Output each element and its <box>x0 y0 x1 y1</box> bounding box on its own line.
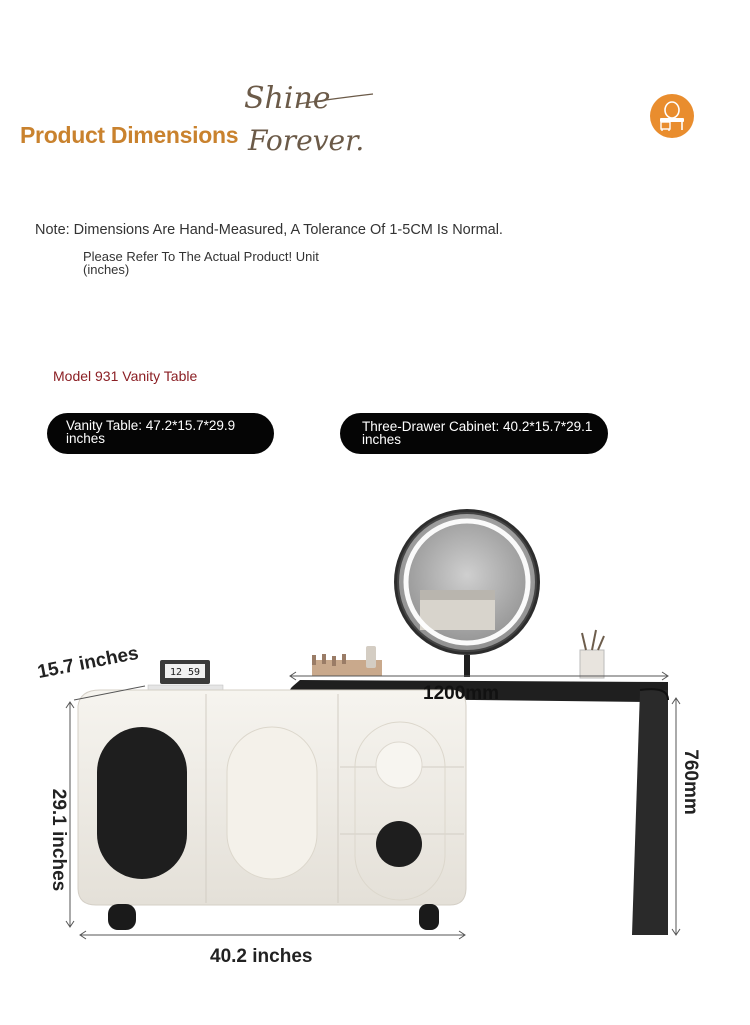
cabinet-height-label: 29.1 inches <box>48 788 69 892</box>
cabinet-depth-label: 15.7 inches <box>35 642 141 684</box>
model-name: Model 931 Vanity Table <box>53 368 198 384</box>
cabinet-dimensions-pill: Three-Drawer Cabinet: 40.2*15.7*29.1 inches <box>340 413 608 454</box>
unit-note: Please Refer To The Actual Product! Unit (inches) <box>83 249 319 277</box>
tolerance-note: Note: Dimensions Are Hand-Measured, A Tolerance Of 1-5CM Is Normal. <box>35 222 503 238</box>
table-height-label: 760mm <box>680 749 701 815</box>
product-illustration <box>0 490 750 990</box>
vanity-table-dimensions-pill: Vanity Table: 47.2*15.7*29.9 inches <box>47 413 274 454</box>
cabinet-width-label: 40.2 inches <box>210 946 313 967</box>
page-title: Product Dimensions <box>20 122 239 148</box>
three-drawer-cabinet <box>78 690 466 930</box>
script-line-1: Shine <box>244 81 331 116</box>
led-mirror <box>394 509 540 677</box>
table-width-label: 1200mm <box>423 683 500 704</box>
script-line-2: Forever. <box>248 124 365 157</box>
clock-display: 12 59 <box>169 667 201 678</box>
script-logo <box>238 68 378 163</box>
vanity-mirror-icon <box>649 93 695 139</box>
